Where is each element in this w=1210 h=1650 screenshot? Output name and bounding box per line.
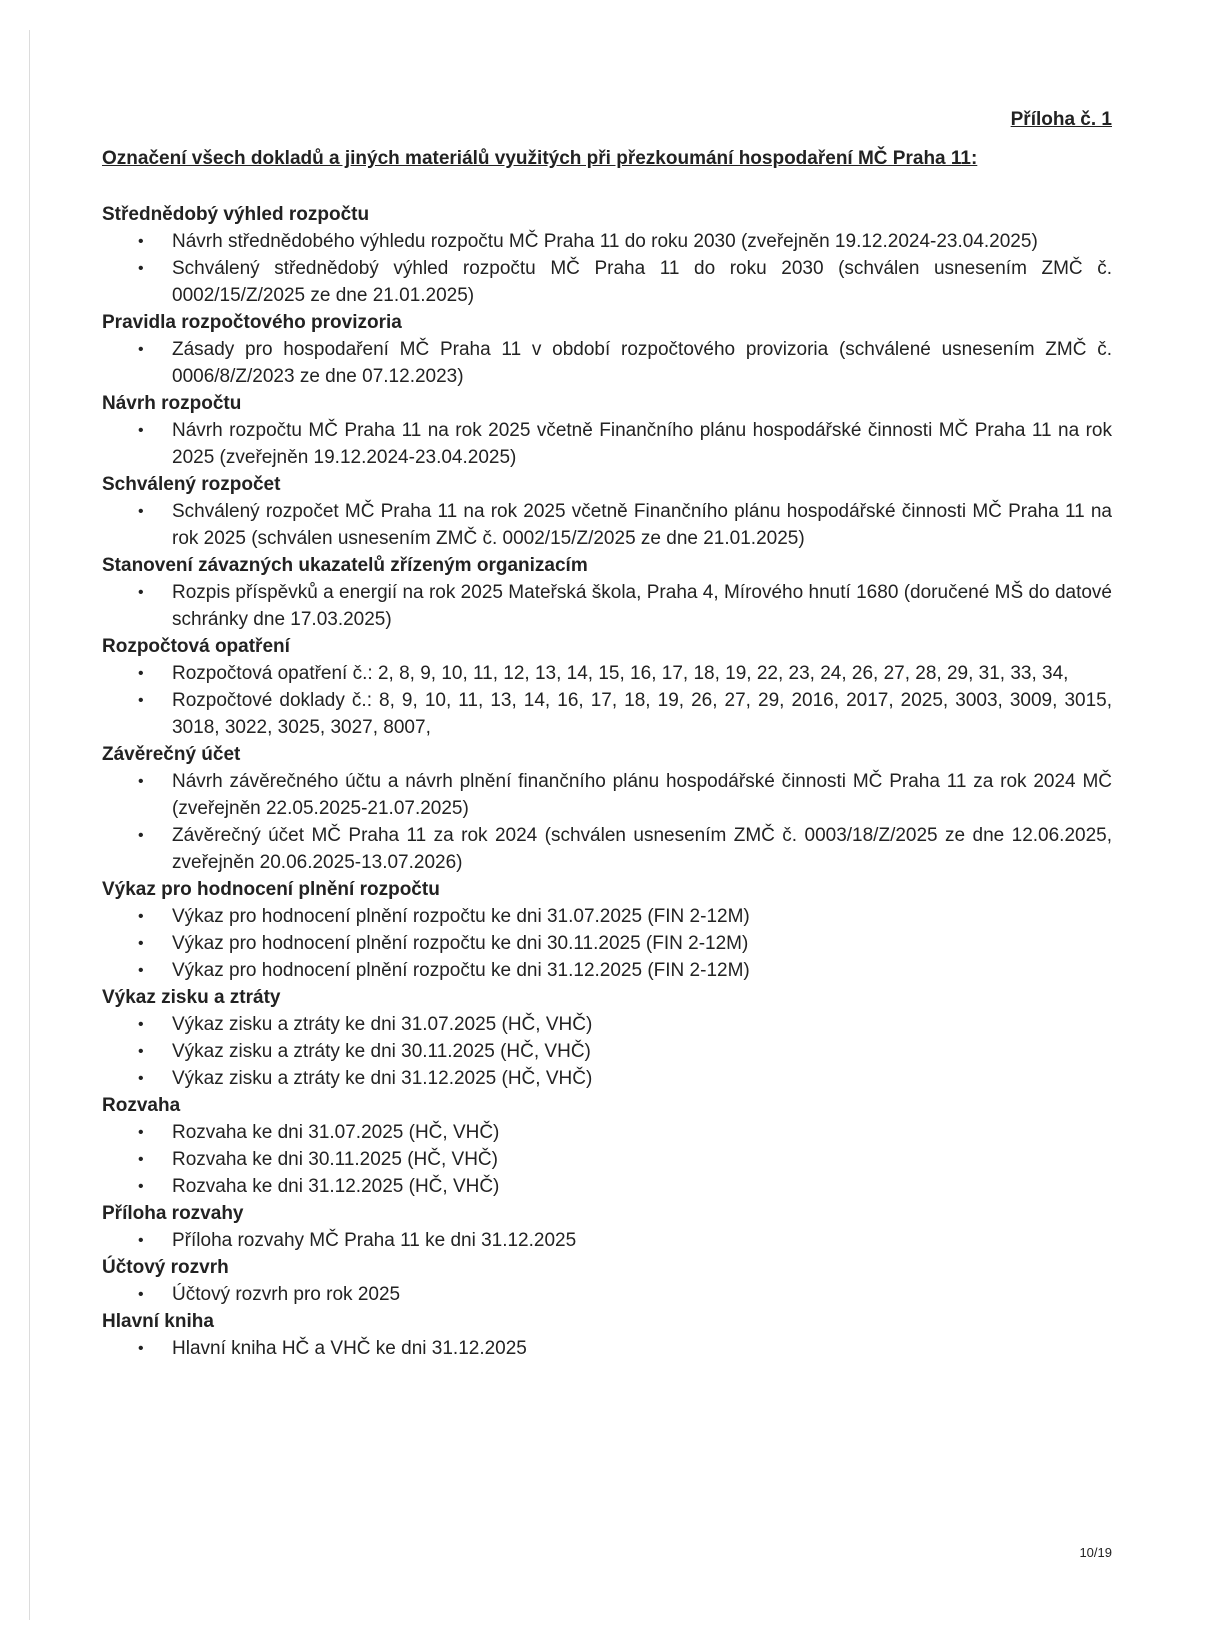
list-item-text: Schválený rozpočet MČ Praha 11 na rok 2025 včetně Finančního plánu hospodářské činnosti MČ Praha 11 na rok 2025 (schválen usnesením ZMČ č. 0002/15/Z/2025 ze dne 21.01.2025) — [172, 501, 1112, 549]
bullet-icon: • — [138, 1151, 144, 1168]
list-item-text: Schválený střednědobý výhled rozpočtu MČ Praha 11 do roku 2030 (schválen usnesením ZMČ č. 0002/15/Z/2025 ze dne 21.01.2025) — [172, 258, 1112, 306]
section — [102, 741, 1112, 876]
bullet-icon: • — [138, 1124, 144, 1141]
list-item — [102, 1281, 1112, 1308]
bullet-icon: • — [138, 341, 144, 358]
document-title: Označení všech dokladů a jiných materiálů využitých při přezkoumání hospodaření MČ Praha 11: — [102, 148, 978, 169]
bullet-icon: • — [138, 422, 144, 439]
list-item-text: Rozvaha ke dni 31.12.2025 (HČ, VHČ) — [172, 1176, 500, 1197]
section — [102, 1200, 1112, 1254]
section-list — [102, 228, 1112, 309]
section-heading: Závěrečný účet — [102, 744, 241, 765]
section — [102, 471, 1112, 552]
section — [102, 1308, 1112, 1362]
section-list — [102, 498, 1112, 552]
list-item-text: Výkaz pro hodnocení plnění rozpočtu ke dni 30.11.2025 (FIN 2-12M) — [172, 933, 749, 954]
section-list — [102, 1281, 1112, 1308]
bullet-icon: • — [138, 665, 144, 682]
list-item — [102, 498, 1112, 552]
bullet-icon: • — [138, 1178, 144, 1195]
section-heading: Hlavní kniha — [102, 1311, 214, 1332]
section-heading: Rozvaha — [102, 1095, 181, 1116]
section-list — [102, 660, 1112, 741]
section-heading: Střednědobý výhled rozpočtu — [102, 204, 370, 225]
list-item — [102, 1119, 1112, 1146]
section-list — [102, 1227, 1112, 1254]
bullet-icon: • — [138, 908, 144, 925]
list-item — [102, 1173, 1112, 1200]
list-item — [102, 903, 1112, 930]
list-item-text: Hlavní kniha HČ a VHČ ke dni 31.12.2025 — [172, 1338, 527, 1359]
section-list — [102, 903, 1112, 984]
section-heading: Příloha rozvahy — [102, 1203, 244, 1224]
document-body — [102, 201, 1112, 1362]
section-heading: Výkaz pro hodnocení plnění rozpočtu — [102, 879, 440, 900]
section-list — [102, 768, 1112, 876]
list-item-text: Návrh střednědobého výhledu rozpočtu MČ Praha 11 do roku 2030 (zveřejněn 19.12.2024-23.04.2025) — [172, 231, 1038, 252]
list-item — [102, 1011, 1112, 1038]
bullet-icon: • — [138, 962, 144, 979]
list-item-text: Závěrečný účet MČ Praha 11 za rok 2024 (schválen usnesením ZMČ č. 0003/18/Z/2025 ze dne 12.06.2025, zveřejněn 20.06.2025-13.07.2026) — [172, 825, 1112, 873]
bullet-icon: • — [138, 233, 144, 250]
section-heading: Schválený rozpočet — [102, 474, 281, 495]
section-list — [102, 417, 1112, 471]
section — [102, 309, 1112, 390]
section — [102, 390, 1112, 471]
list-item — [102, 687, 1112, 741]
list-item — [102, 1065, 1112, 1092]
list-item — [102, 336, 1112, 390]
section-heading: Rozpočtová opatření — [102, 636, 290, 657]
section — [102, 984, 1112, 1092]
scan-edge-line — [29, 30, 30, 1620]
list-item-text: Výkaz zisku a ztráty ke dni 31.07.2025 (HČ, VHČ) — [172, 1014, 593, 1035]
list-item — [102, 255, 1112, 309]
section-heading: Pravidla rozpočtového provizoria — [102, 312, 402, 333]
list-item-text: Návrh závěrečného účtu a návrh plnění finančního plánu hospodářské činnosti MČ Praha 11 za rok 2024 MČ (zveřejněn 22.05.2025-21.07.2025) — [172, 771, 1112, 819]
bullet-icon: • — [138, 1232, 144, 1249]
list-item-text: Rozvaha ke dni 31.07.2025 (HČ, VHČ) — [172, 1122, 500, 1143]
bullet-icon: • — [138, 503, 144, 520]
section-list — [102, 1335, 1112, 1362]
bullet-icon: • — [138, 1043, 144, 1060]
section-list — [102, 336, 1112, 390]
list-item — [102, 768, 1112, 822]
section-list — [102, 579, 1112, 633]
section-heading: Výkaz zisku a ztráty — [102, 987, 281, 1008]
bullet-icon: • — [138, 584, 144, 601]
bullet-icon: • — [138, 260, 144, 277]
list-item-text: Výkaz pro hodnocení plnění rozpočtu ke dni 31.12.2025 (FIN 2-12M) — [172, 960, 750, 981]
list-item-text: Zásady pro hospodaření MČ Praha 11 v období rozpočtového provizoria (schválené usnesením ZMČ č. 0006/8/Z/2023 ze dne 07.12.2023) — [172, 339, 1112, 387]
list-item-text: Rozpis příspěvků a energií na rok 2025 Mateřská škola, Praha 4, Mírového hnutí 1680 (doručené MŠ do datové schránky dne 17.03.2025) — [172, 582, 1112, 630]
list-item — [102, 660, 1112, 687]
list-item-text: Rozpočtové doklady č.: 8, 9, 10, 11, 13, 14, 16, 17, 18, 19, 26, 27, 29, 2016, 2017, 2025, 3003, 3009, 3015, 3018, 3022, 3025, 3027, 8007, — [172, 690, 1112, 738]
bullet-icon: • — [138, 1070, 144, 1087]
annex-label: Příloha č. 1 — [1010, 109, 1112, 130]
section — [102, 876, 1112, 984]
list-item — [102, 930, 1112, 957]
list-item — [102, 1146, 1112, 1173]
section — [102, 1092, 1112, 1200]
list-item — [102, 1038, 1112, 1065]
list-item-text: Návrh rozpočtu MČ Praha 11 na rok 2025 včetně Finančního plánu hospodářské činnosti MČ Praha 11 na rok 2025 (zveřejněn 19.12.2024-23.04.2025) — [172, 420, 1112, 468]
bullet-icon: • — [138, 1340, 144, 1357]
section-heading: Návrh rozpočtu — [102, 393, 242, 414]
list-item — [102, 579, 1112, 633]
list-item-text: Rozvaha ke dni 30.11.2025 (HČ, VHČ) — [172, 1149, 498, 1170]
list-item — [102, 228, 1112, 255]
list-item-text: Výkaz zisku a ztráty ke dni 31.12.2025 (HČ, VHČ) — [172, 1068, 593, 1089]
list-item-text: Výkaz zisku a ztráty ke dni 30.11.2025 (HČ, VHČ) — [172, 1041, 591, 1062]
section-list — [102, 1119, 1112, 1200]
list-item-text: Příloha rozvahy MČ Praha 11 ke dni 31.12.2025 — [172, 1230, 577, 1251]
section — [102, 633, 1112, 741]
section — [102, 1254, 1112, 1308]
section — [102, 552, 1112, 633]
list-item — [102, 957, 1112, 984]
list-item — [102, 822, 1112, 876]
section — [102, 201, 1112, 309]
list-item — [102, 417, 1112, 471]
bullet-icon: • — [138, 935, 144, 952]
section-list — [102, 1011, 1112, 1092]
list-item — [102, 1227, 1112, 1254]
list-item-text: Výkaz pro hodnocení plnění rozpočtu ke dni 31.07.2025 (FIN 2-12M) — [172, 906, 750, 927]
list-item-text: Účtový rozvrh pro rok 2025 — [172, 1284, 401, 1305]
list-item — [102, 1335, 1112, 1362]
page-number: 10/19 — [1079, 1545, 1112, 1560]
bullet-icon: • — [138, 827, 144, 844]
section-heading: Účtový rozvrh — [102, 1257, 229, 1278]
bullet-icon: • — [138, 1286, 144, 1303]
bullet-icon: • — [138, 692, 144, 709]
section-heading: Stanovení závazných ukazatelů zřízeným organizacím — [102, 555, 588, 576]
bullet-icon: • — [138, 773, 144, 790]
bullet-icon: • — [138, 1016, 144, 1033]
list-item-text: Rozpočtová opatření č.: 2, 8, 9, 10, 11, 12, 13, 14, 15, 16, 17, 18, 19, 22, 23, 24, 26, 27, 28, 29, 31, 33, 34, — [172, 663, 1069, 684]
